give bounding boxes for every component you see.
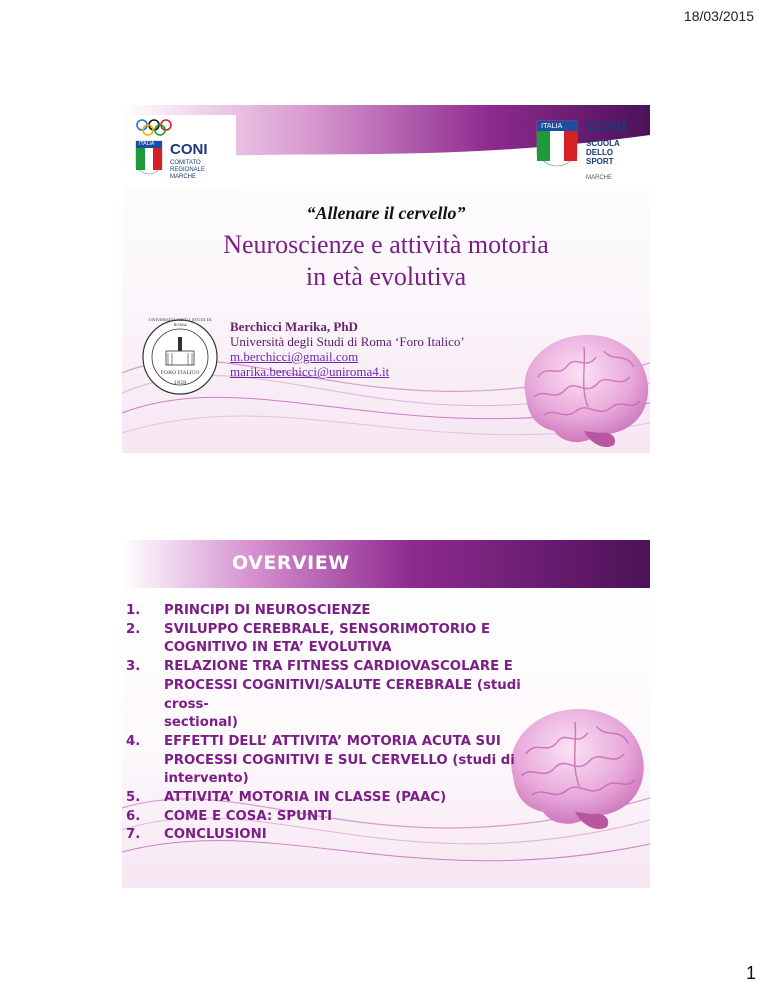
seal-ring-text: UNIVERSITÀ DEGLI STUDI DI ROMA: [148, 317, 212, 327]
coni-school-brand-text: CONI: [586, 119, 626, 136]
overview-item-number: 5.: [126, 790, 141, 806]
coni-school-logo: [534, 117, 642, 195]
coni-school-sub-1: SCUOLA: [586, 139, 620, 148]
slide-quote: “Allenare il cervello”: [306, 203, 466, 223]
overview-item-line: PROCESSI COGNITIVI/SALUTE CEREBRALE (studi cross-: [164, 677, 521, 712]
overview-item-number: 3.: [126, 659, 141, 675]
overview-item-line: sectional): [164, 715, 238, 731]
overview-item-line: CONCLUSIONI: [164, 827, 267, 843]
overview-item-line: intervento): [164, 771, 249, 787]
overview-item: [122, 621, 562, 658]
overview-item: [122, 602, 562, 621]
page-number: 1: [745, 963, 756, 983]
author-email-2[interactable]: marika.berchicci@uniroma4.it: [230, 364, 390, 379]
overview-item-line: PRINCIPI DI NEUROSCIENZE: [164, 603, 371, 618]
slide-title-line-1: Neuroscienze e attività motoria: [223, 230, 549, 259]
seal-year: 1928: [173, 380, 187, 386]
coni-school-sub-2: DELLO SPORT: [586, 148, 614, 166]
author-block: [230, 319, 465, 379]
overview-item-line: EFFETTI DELL’ ATTIVITA’ MOTORIA ACUTA SUI: [164, 733, 501, 749]
overview-list: [122, 602, 562, 845]
coni-brand-text: CONI: [170, 141, 208, 158]
overview-item: [122, 733, 562, 789]
overview-item-number: 6.: [126, 808, 141, 824]
overview-item-number: 1.: [126, 603, 141, 618]
seal-inner-text: FORO ITALICO: [160, 370, 200, 376]
overview-item-number: 2.: [126, 621, 141, 637]
overview-item: [122, 826, 562, 845]
overview-item-number: 4.: [126, 733, 141, 749]
overview-header-band: [122, 540, 650, 588]
overview-item-line: PROCESSI COGNITIVI E SUL CERVELLO (studi di: [164, 752, 515, 768]
slide-title: [122, 229, 650, 293]
coni-sub-text-3: MARCHE: [170, 174, 197, 180]
coni-sub-text-2: REGIONALE: [170, 167, 206, 173]
overview-item-line: RELAZIONE TRA FITNESS CARDIOVASCOLARE E: [164, 659, 513, 675]
overview-slide: [122, 540, 650, 888]
coni-regional-logo: [130, 115, 236, 187]
brain-illustration: [514, 327, 650, 453]
author-email-1[interactable]: m.berchicci@gmail.com: [230, 349, 359, 364]
author-affiliation: Università degli Studi di Roma ‘Foro Italico’: [230, 334, 465, 349]
coni-flag-label: ITALIA: [139, 141, 155, 147]
overview-item-line: COGNITIVO IN ETA’ EVOLUTIVA: [164, 640, 392, 656]
overview-item-line: SVILUPPO CEREBRALE, SENSORIMOTORIO E: [164, 621, 491, 637]
slide-title-line-2: in età evolutiva: [305, 262, 467, 291]
overview-item: [122, 808, 562, 827]
overview-item: [122, 789, 562, 808]
overview-item-line: COME E COSA: SPUNTI: [164, 808, 333, 824]
author-name: Berchicci Marika, PhD: [230, 319, 358, 334]
overview-item: [122, 658, 562, 733]
overview-item-number: 7.: [126, 827, 141, 843]
coni-school-sub-3: MARCHE: [586, 175, 613, 181]
coni-sub-text-1: COMITATO: [170, 160, 201, 166]
overview-title: OVERVIEW: [232, 552, 350, 574]
title-slide: [122, 105, 650, 453]
header-date: 18/03/2015: [683, 8, 754, 24]
overview-item-line: ATTIVITA’ MOTORIA IN CLASSE (PAAC): [164, 790, 447, 806]
coni-school-flag-label: ITALIA: [541, 122, 563, 130]
